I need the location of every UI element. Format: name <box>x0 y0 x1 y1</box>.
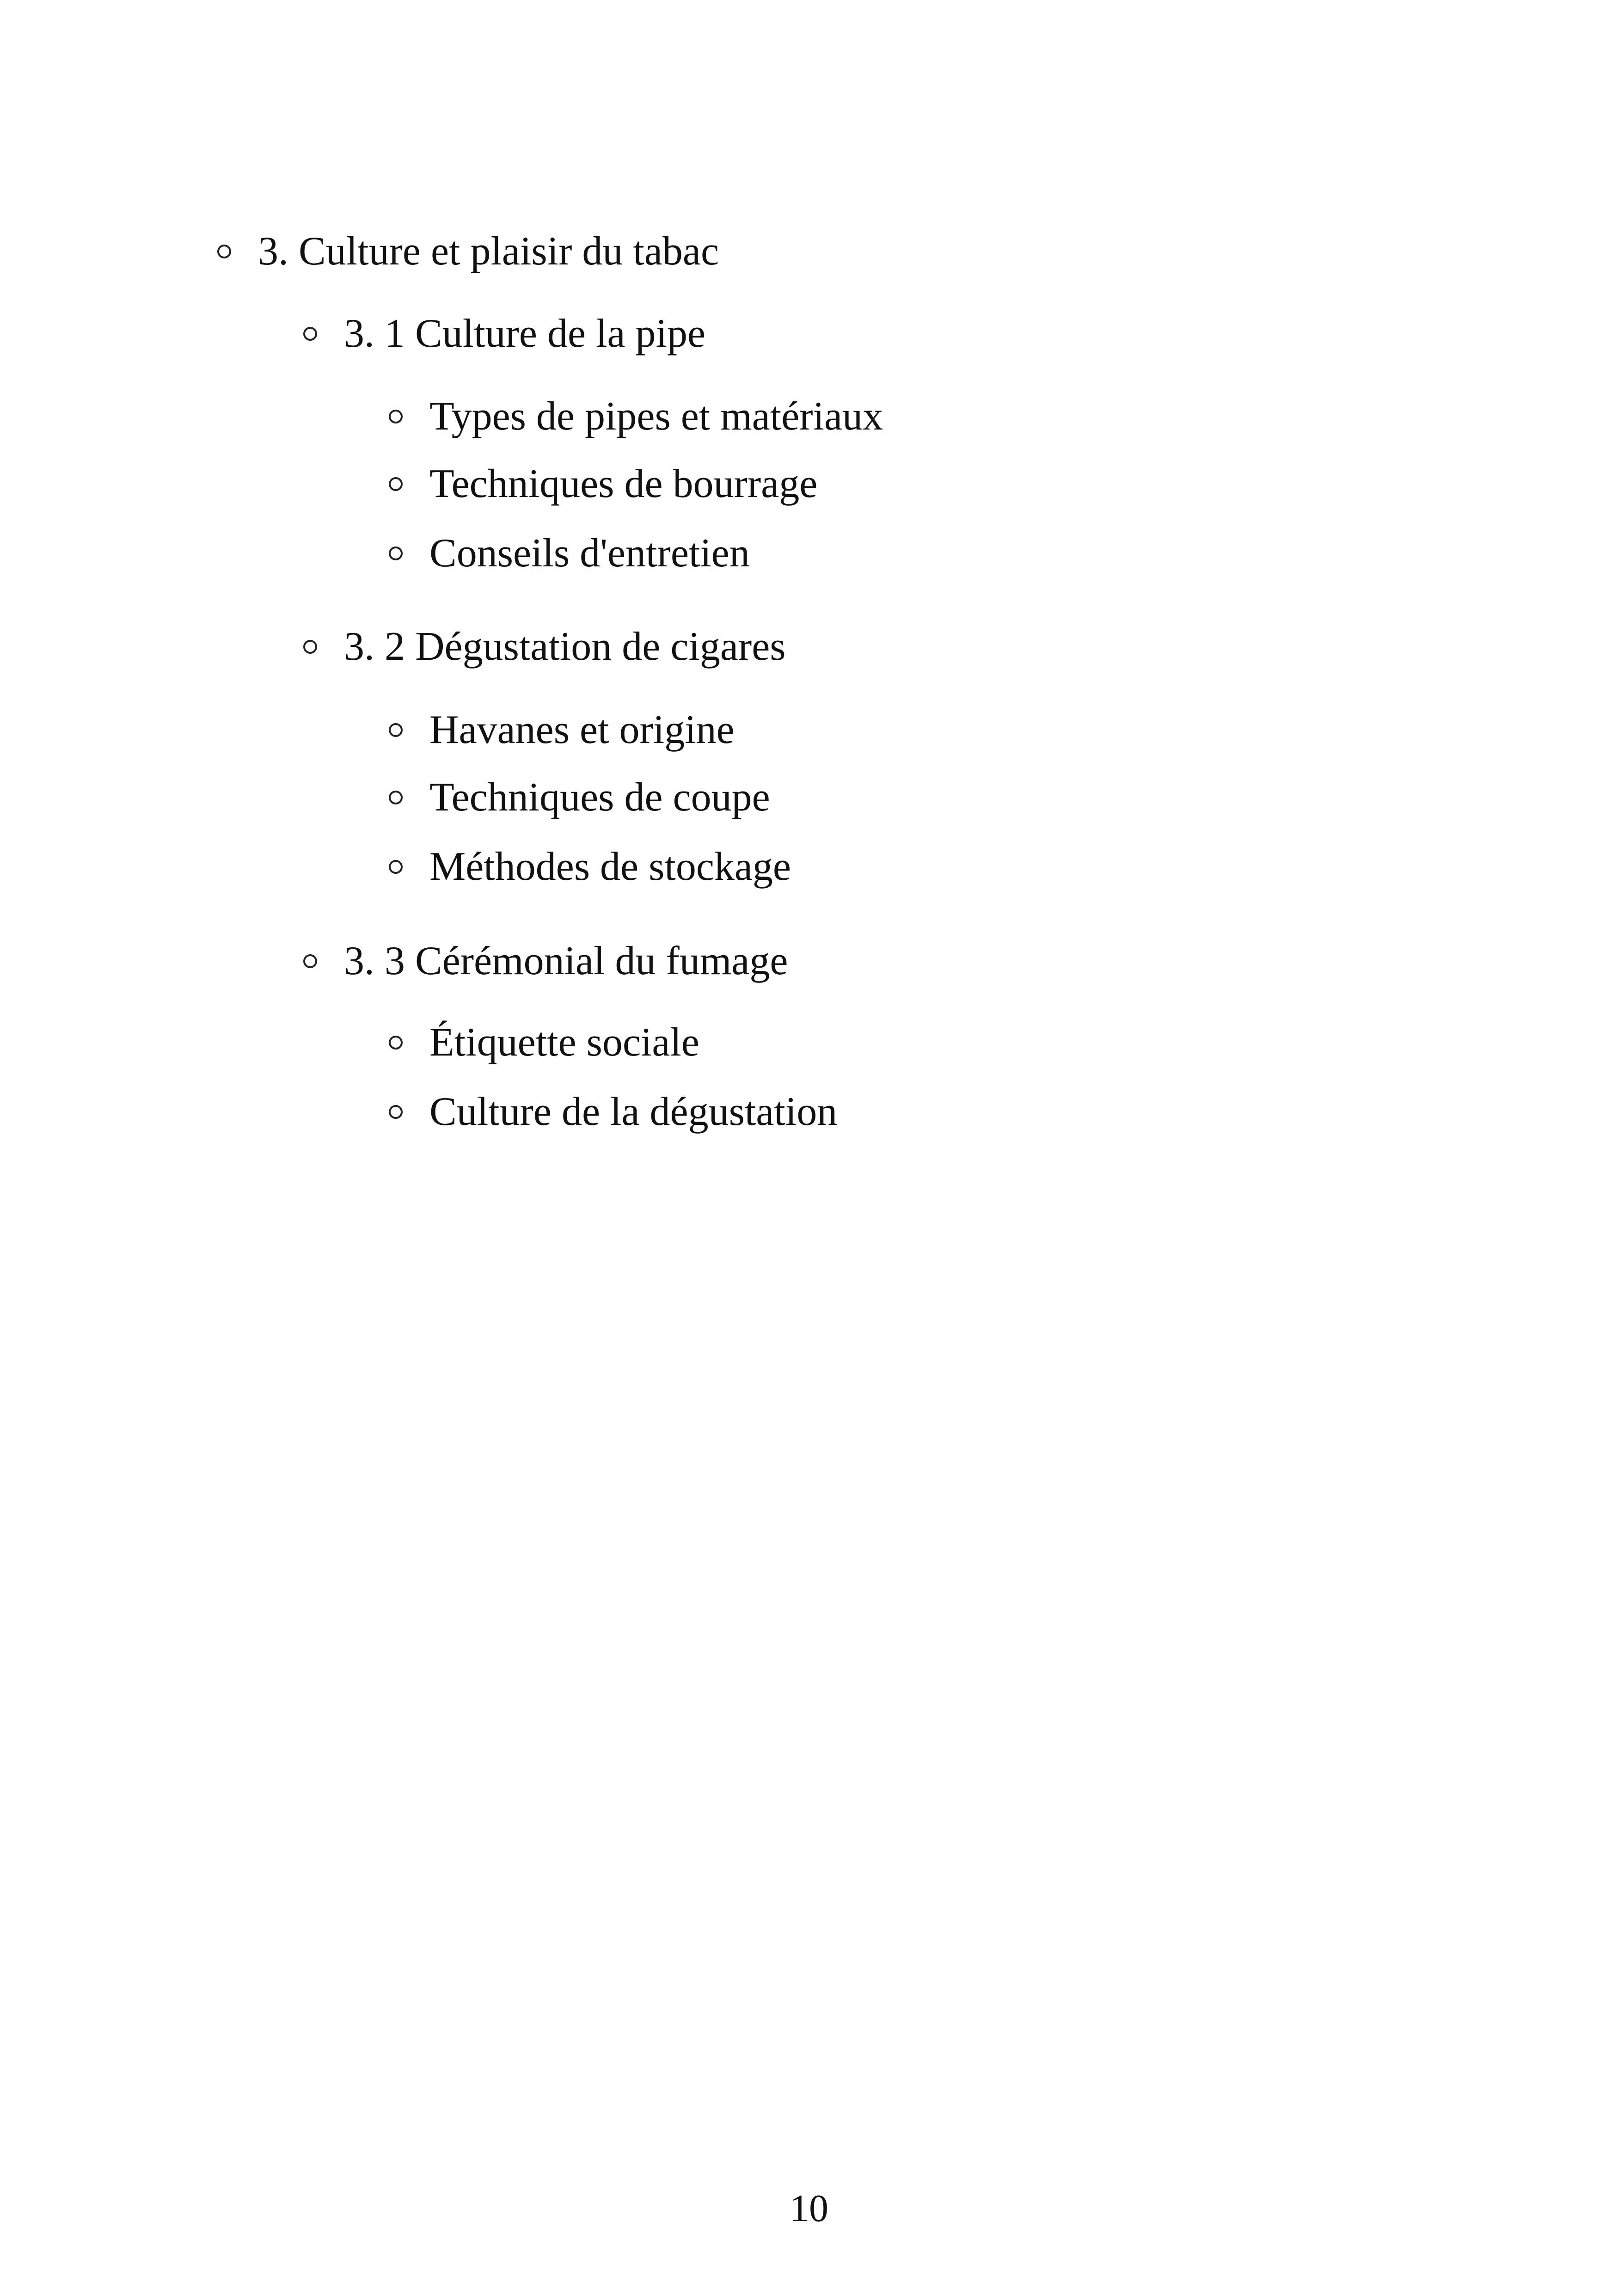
outline-list-item <box>389 707 735 752</box>
outline-list-item <box>389 844 791 889</box>
hollow-circle-bullet-icon <box>389 1036 403 1050</box>
list-item-text: Techniques de bourrage <box>429 461 818 506</box>
list-item-text: Conseils d'entretien <box>429 531 750 576</box>
hollow-circle-bullet-icon <box>389 410 403 424</box>
list-item-text: Havanes et origine <box>429 707 735 752</box>
subsection-title: 3. 2 Dégustation de cigares <box>344 624 786 669</box>
hollow-circle-bullet-icon <box>303 327 317 341</box>
outline-list-item <box>389 777 770 818</box>
outline-list-item <box>389 1022 699 1063</box>
outline-list-item <box>389 396 883 437</box>
list-item-text: Culture de la dégustation <box>429 1089 838 1134</box>
list-item-text: Techniques de coupe <box>429 775 770 820</box>
section-title: 3. Culture et plaisir du tabac <box>258 229 719 274</box>
hollow-circle-bullet-icon <box>389 546 403 560</box>
subsection-title: 3. 3 Cérémonial du fumage <box>344 939 788 983</box>
list-item-text: Étiquette sociale <box>429 1020 699 1065</box>
outline-item-subsection-3-3 <box>303 941 788 982</box>
list-item-text: Méthodes de stockage <box>429 844 791 889</box>
outline-item-section-3 <box>217 231 719 272</box>
hollow-circle-bullet-icon <box>303 640 317 654</box>
hollow-circle-bullet-icon <box>389 723 403 737</box>
subsection-title: 3. 1 Culture de la pipe <box>344 311 706 356</box>
outline-list-item <box>389 533 750 574</box>
hollow-circle-bullet-icon <box>389 1105 403 1119</box>
list-item-text: Types de pipes et matériaux <box>429 394 883 439</box>
page-number: 10 <box>790 2187 828 2230</box>
outline-item-subsection-3-1 <box>303 313 705 354</box>
hollow-circle-bullet-icon <box>389 791 403 804</box>
outline-item-subsection-3-2 <box>303 626 786 667</box>
hollow-circle-bullet-icon <box>389 477 403 491</box>
outline-list-item <box>389 461 818 506</box>
hollow-circle-bullet-icon <box>217 245 231 258</box>
hollow-circle-bullet-icon <box>389 860 403 874</box>
hollow-circle-bullet-icon <box>303 954 317 968</box>
outline-list-item <box>389 1089 838 1134</box>
